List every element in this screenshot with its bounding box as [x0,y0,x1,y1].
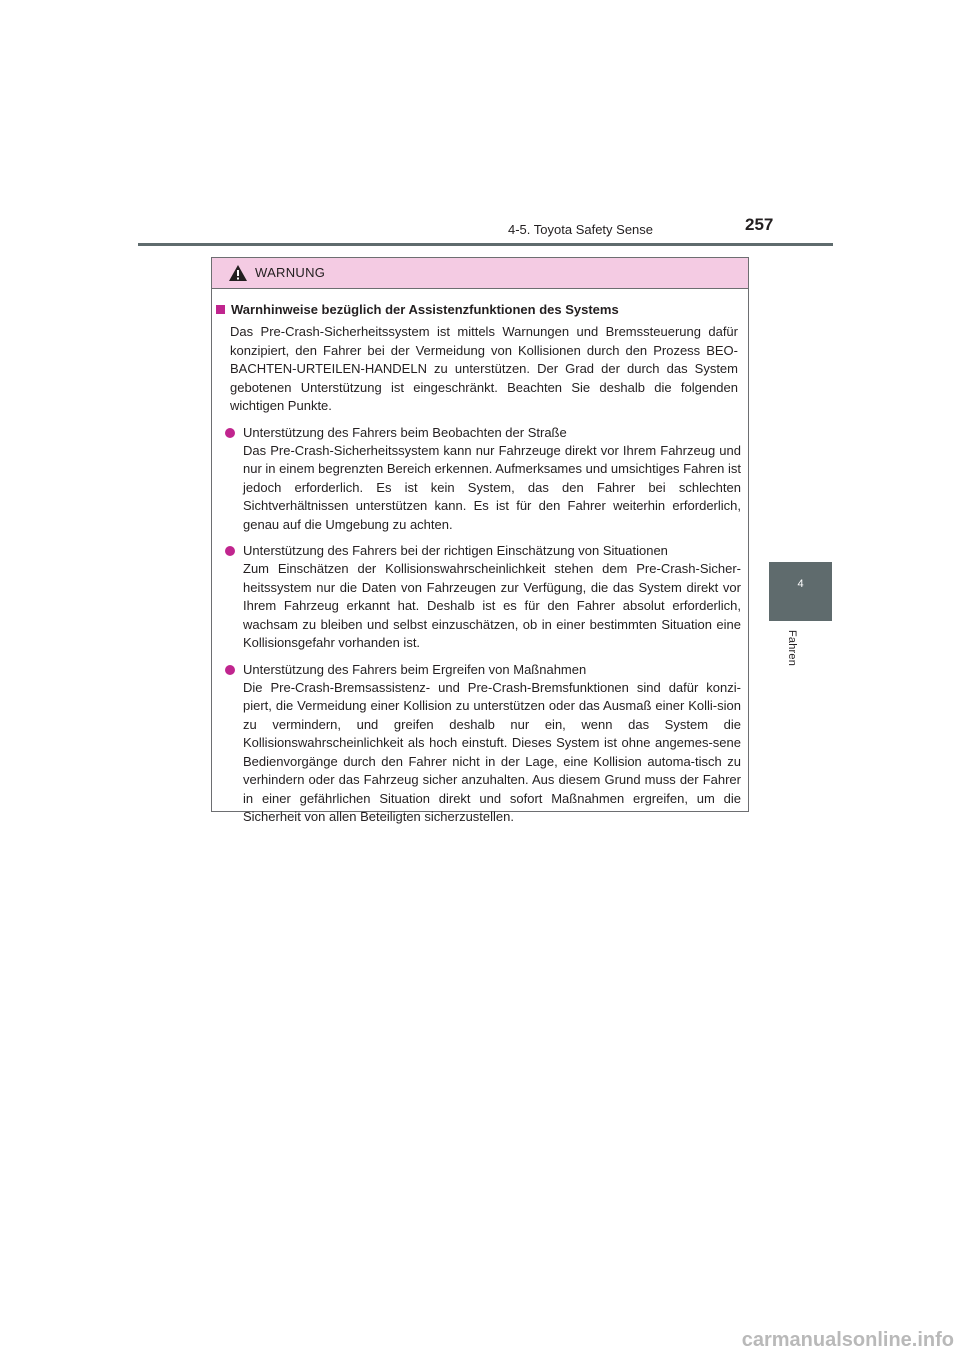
list-item-title: Unterstützung des Fahrers bei der richtigen Einschätzung von Situationen [243,543,668,558]
list-item [243,424,741,535]
header-divider [138,243,833,246]
page-number: 257 [745,215,774,234]
section-heading-text: Warnhinweise bezüglich der Assistenzfunktionen des Systems [231,302,619,317]
watermark: carmanualsonline.info [741,1329,954,1351]
chapter-label-text: Fahren [786,630,798,667]
warning-title: WARNUNG [255,265,326,280]
intro-paragraph: Das Pre-Crash-Sicherheitssystem ist mittels Warnungen und Bremssteuerung dafür konzipiert, den Fahrer bei der Vermeidung von Kollisionen durch den Prozess BEO-BACHTEN-URTEILEN-HANDELN zu unterstützen. Der Grad der durch das System gebotenen Unterstützung ist eingeschränkt. Beachten Sie deshalb die folgenden wichtigen Punkte. [230,324,738,413]
warning-triangle-icon [228,264,248,282]
circle-bullet-icon [225,546,235,556]
list-item-text: Das Pre-Crash-Sicherheitssystem kann nur Fahrzeuge direkt vor Ihrem Fahrzeug und nur in einem begrenzten Bereich erkennen. Aufmerksames und umsichtiges Fahren ist jedoch erforderlich. Es ist kein System, das den Fahrer bei schlechten Sichtverhältnissen unterstützen kann. Es ist für den Fahrer weiterhin erforderlich, genau auf die Umgebung zu achten. [243,442,741,532]
list-item [243,661,741,827]
list-item-text: Die Pre-Crash-Bremsassistenz- und Pre-Crash-Bremsfunktionen sind dafür konzi-piert, die Vermeidung einer Kollision zu unterstützen oder das Ausmaß einer Kolli-sion zu vermindern, und greifen deshalb nur ein, wenn das System die Kollisionswahrscheinlichkeit als hoch einstuft. Dieses System ist ohne angemes-sene Bedienvorgänge durch den Fahrer nicht in der Lage, eine Kollision automa-tisch zu verhindern oder das Fahrzeug sicher anzuhalten. Aus diesem Grund muss der Fahrer in einer gefährlichen Situation direkt und sofort Maßnahmen ergreifen, um die Sicherheit von allen Beteiligten sicherzustellen. [243,679,741,824]
list-item-text: Zum Einschätzen der Kollisionswahrscheinlichkeit stehen dem Pre-Crash-Sicher-heitssystem nur die Daten von Fahrzeugen zur Verfügung, die das System direkt vor Ihrem Fahrzeug erkannt hat. Deshalb ist es für den Fahrer absolut erforderlich, wachsam zu bleiben und selbst einzuschätzen, ob in einer bestimmten Situation eine Kollisionsgefahr vorhanden ist. [243,561,741,650]
chapter-label [786,630,806,690]
section-heading [212,301,748,319]
list-item [243,542,741,653]
chapter-number: 4 [797,578,804,590]
list-item-title: Unterstützung des Fahrers beim Beobachten der Straße [243,424,567,440]
chapter-tab [769,562,832,621]
warning-header [212,258,748,289]
square-bullet-icon [216,305,225,314]
warning-box [211,257,749,824]
header-section-title: 4-5. Toyota Safety Sense [508,222,654,237]
warning-content [212,301,748,827]
circle-bullet-icon [225,665,235,675]
list-item-title: Unterstützung des Fahrers beim Ergreifen von Maßnahmen [243,661,587,677]
circle-bullet-icon [225,428,235,438]
